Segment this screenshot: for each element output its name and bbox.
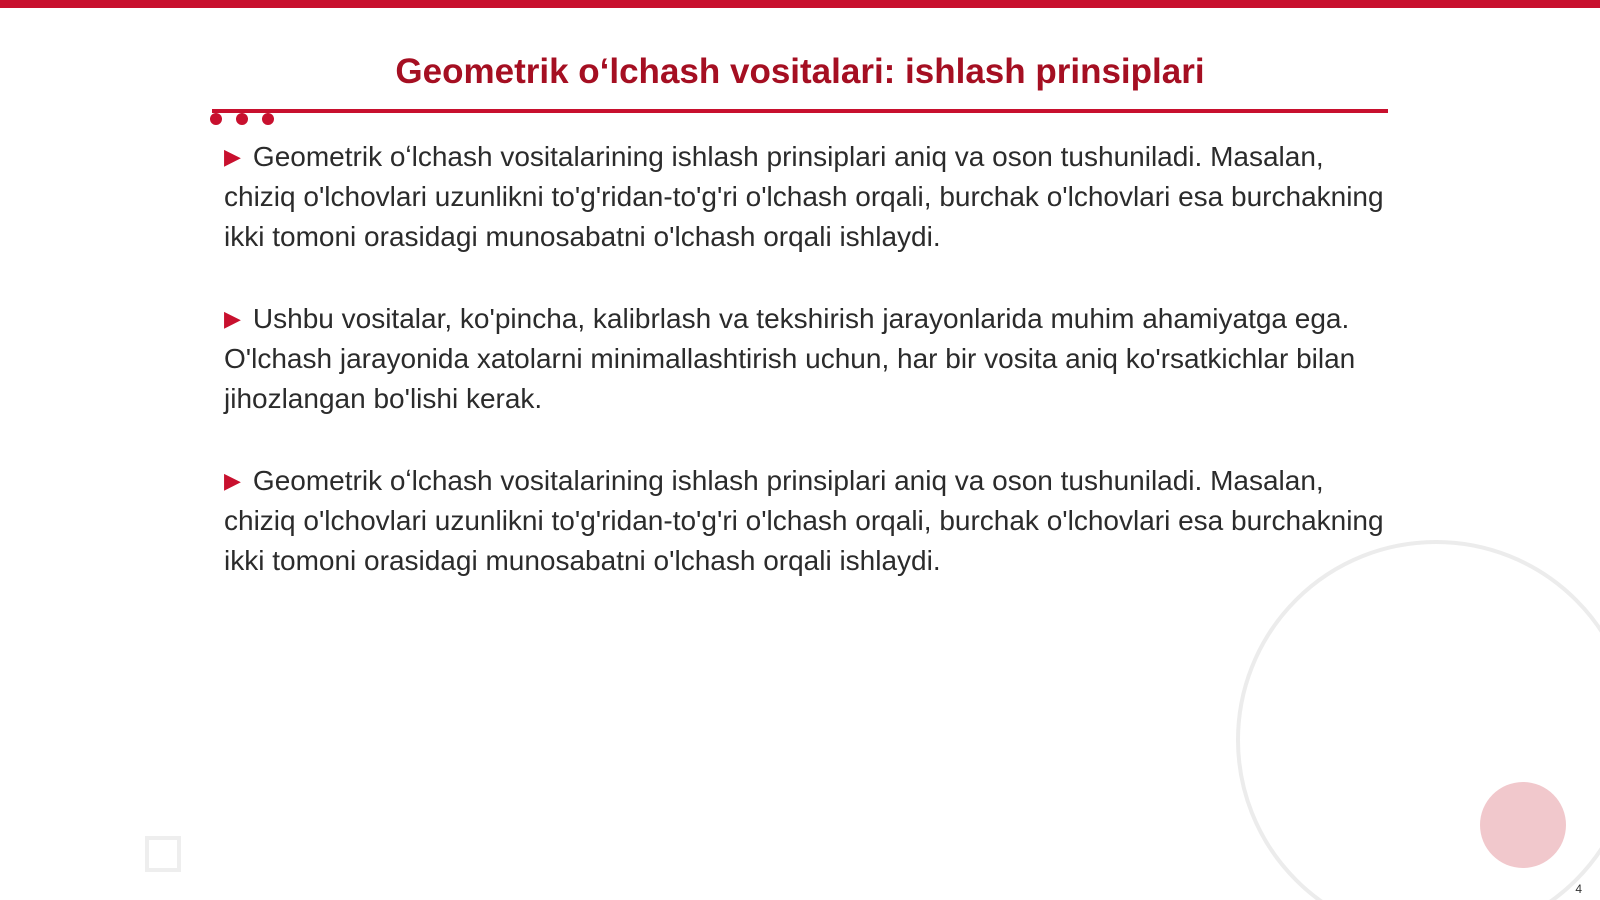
- top-accent-bar: [0, 0, 1600, 8]
- decor-dot: [210, 113, 222, 125]
- bullet-item: [224, 461, 1384, 581]
- bullet-item: [224, 137, 1384, 257]
- triangle-bullet-icon: ▶: [224, 306, 241, 331]
- bullet-text: Geometrik oʻlchash vositalarining ishlash prinsiplari aniq va oson tushuniladi. Masalan, chiziq o'lchovlari uzunlikni to'g'ridan-to'g'ri o'lchash orqali, burchak o'lchovlari esa burchakning ikki tomoni orasidagi munosabatni o'lchash orqali ishlaydi.: [224, 465, 1384, 576]
- bullet-text: Ushbu vositalar, ko'pincha, kalibrlash va tekshirish jarayonlarida muhim ahamiyatga ega. O'lchash jarayonida xatolarni minimallashtirish uchun, har bir vosita aniq ko'rsatkichlar bilan jihozlangan bo'lishi kerak.: [224, 303, 1356, 414]
- bullet-list: [224, 137, 1384, 623]
- triangle-bullet-icon: ▶: [224, 144, 241, 169]
- decor-pink-circle: [1480, 782, 1566, 868]
- bullet-item: [224, 299, 1384, 419]
- page-number: 4: [1575, 882, 1582, 896]
- decor-dot: [236, 113, 248, 125]
- triangle-bullet-icon: ▶: [224, 468, 241, 493]
- bullet-text: Geometrik oʻlchash vositalarining ishlash prinsiplari aniq va oson tushuniladi. Masalan, chiziq o'lchovlari uzunlikni to'g'ridan-to'g'ri o'lchash orqali, burchak o'lchovlari esa burchakning ikki tomoni orasidagi munosabatni o'lchash orqali ishlaydi.: [224, 141, 1384, 252]
- slide-title: Geometrik oʻlchash vositalari: ishlash prinsiplari: [395, 52, 1205, 91]
- decor-dot: [262, 113, 274, 125]
- decor-square-outline: [145, 836, 181, 872]
- title-underline: [212, 109, 1388, 113]
